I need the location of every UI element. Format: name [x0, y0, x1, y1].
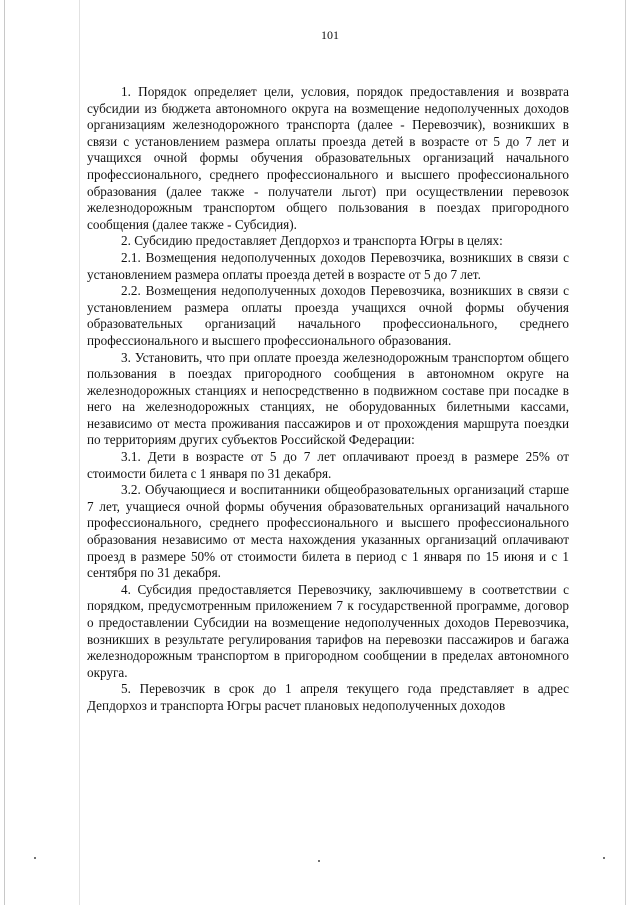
- scan-edge-inner: [79, 0, 80, 905]
- paragraph-3: 3. Установить, что при оплате проезда железнодорожным транспортом общего пользования в поездах пригородного сообщения в автономном округе на железнодорожных станциях и непосредственно в подвижном составе при посадке в него на железнодорожных станциях, не оборудованных билетными кассами, независимо от места проживания пассажиров и от прохождения маршрута поездки по территориям других субъектов Российской Федерации:: [87, 349, 569, 448]
- paragraph-2-2: 2.2. Возмещения недополученных доходов Перевозчика, возникших в связи с установлением размера оплаты проезда учащихся очной формы обучения образовательных организаций начального профессионального, среднего профессионального и высшего профессионального образования.: [87, 283, 569, 348]
- paragraph-4: 4. Субсидия предоставляется Перевозчику, заключившему в соответствии с порядком, предусмотренным приложением 7 к государственной программе, договор о предоставлении Субсидии на возмещение недополученных доходов Перевозчика, возникших в результате регулирования тарифов на перевозки пассажиров и багажа железнодорожным транспортом в пригородном сообщении в пределах автономного округа.: [87, 581, 569, 680]
- scan-edge-left: [4, 0, 5, 905]
- paragraph-2-1: 2.1. Возмещения недополученных доходов Перевозчика, возникших в связи с установлением размера оплаты проезда детей в возрасте от 5 до 7 лет.: [87, 249, 569, 282]
- paragraph-5: 5. Перевозчик в срок до 1 апреля текущего года представляет в адрес Депдорхоз и транспорта Югры расчет плановых недополученных доходов: [87, 681, 569, 713]
- scan-speck: [34, 857, 36, 859]
- scan-edge-right: [625, 0, 626, 905]
- document-body: [87, 84, 569, 715]
- paragraph-1: 1. Порядок определяет цели, условия, порядок предоставления и возврата субсидии из бюджета автономного округа на возмещение недополученных доходов организациям железнодорожного транспорта (далее - Перевозчик), возникших в связи с установлением размера оплаты проезда детей в возрасте от 5 до 7 лет и учащихся очной формы обучения образовательных организаций начального профессионального, среднего профессионального и высшего профессионального образования (далее также - получатели льгот) при осуществлении перевозок железнодорожным транспортом общего пользования в поездах пригородного сообщения (далее также - Субсидия).: [87, 84, 569, 232]
- scan-speck: [318, 860, 320, 862]
- paragraph-2: 2. Субсидию предоставляет Депдорхоз и транспорта Югры в целях:: [121, 233, 503, 249]
- paragraph-3-1: 3.1. Дети в возрасте от 5 до 7 лет оплачивают проезд в размере 25% от стоимости билета с 1 января по 31 декабря.: [87, 449, 569, 481]
- paragraph-3-2: 3.2. Обучающиеся и воспитанники общеобразовательных организаций старше 7 лет, учащиеся очной формы обучения образовательных организаций начального профессионального, среднего профессионального и высшего профессионального образования независимо от места нахождения указанных организаций оплачивают проезд в размере 50% от стоимости билета в период с 1 января по 15 июня и с 1 сентября по 31 декабря.: [87, 482, 569, 581]
- scan-speck: [603, 857, 605, 859]
- page-number: 101: [321, 28, 339, 42]
